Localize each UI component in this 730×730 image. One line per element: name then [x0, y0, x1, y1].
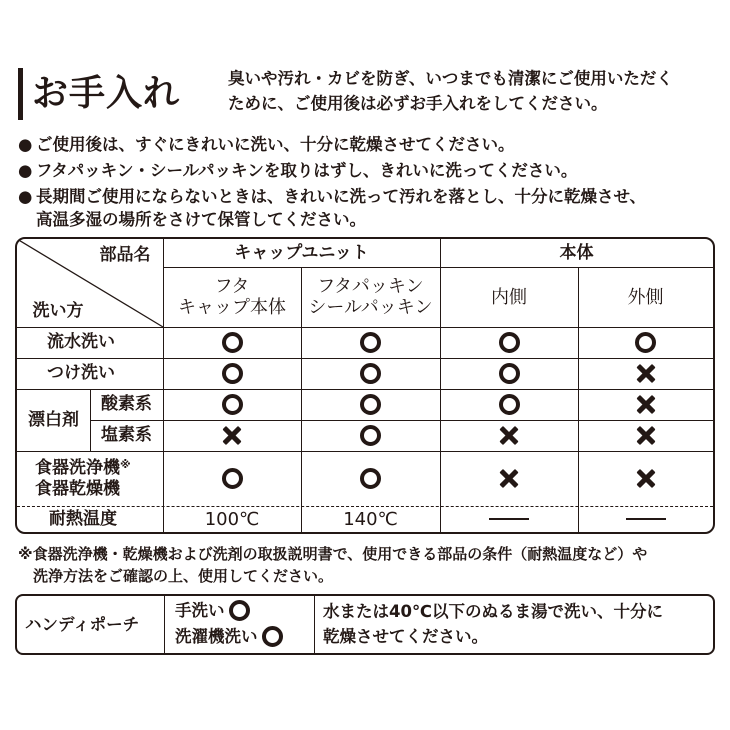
ok-mark-icon: [499, 332, 520, 353]
mark-cell: [301, 327, 440, 358]
footnote-line-2: 洗浄方法をご確認の上、使用してください。: [33, 567, 334, 585]
bullet-item-3: [18, 186, 646, 208]
mark-cell: [578, 420, 713, 451]
corner-method-label: 洗い方: [32, 300, 84, 321]
ok-mark-icon: [499, 363, 520, 384]
row-chlorine-bleach: 塩素系: [101, 425, 152, 445]
mark-cell: [578, 451, 713, 506]
ok-mark-icon: [222, 363, 243, 384]
mark-cell: [163, 420, 301, 451]
col-inside: 内側: [491, 286, 527, 308]
mark-cell: [578, 327, 713, 358]
footnote: [18, 543, 718, 587]
mark-cell: [578, 506, 713, 532]
mark-cell: [578, 358, 713, 389]
ok-mark-icon: [222, 332, 243, 353]
bullet-item-1: [18, 134, 515, 156]
temp-lid: 100℃: [204, 508, 260, 530]
page-title: お手入れ: [32, 73, 181, 114]
bullet-marker: ●: [18, 135, 33, 154]
mark-cell: [440, 506, 578, 532]
col-outside: 外側: [627, 286, 664, 308]
mark-cell: [163, 451, 301, 506]
ok-mark-icon: [222, 394, 243, 415]
row-dishwasher-line-1: [35, 458, 131, 479]
col-packing-line-2: シールパッキン: [308, 297, 433, 318]
temp-packing: 140℃: [343, 508, 398, 530]
care-table: [15, 237, 715, 534]
ng-mark-icon: [499, 469, 519, 489]
row-heat-resistance: 耐熱温度: [49, 508, 117, 529]
pouch-instruction-line-2: 乾燥させてください。: [323, 627, 488, 646]
ok-mark-icon: [499, 394, 520, 415]
mark-cell: [440, 358, 578, 389]
mark-cell: [301, 451, 440, 506]
mark-cell: [440, 420, 578, 451]
mark-cell: [163, 389, 301, 420]
group-body: 本体: [559, 242, 594, 263]
note-mark: ※: [120, 457, 131, 471]
mark-cell: [163, 327, 301, 358]
ng-mark-icon: [636, 364, 656, 384]
col-lid-line-2: キャップ本体: [178, 297, 286, 318]
mark-cell: [440, 451, 578, 506]
row-group-bleach: 漂白剤: [28, 409, 79, 430]
mark-cell: [163, 358, 301, 389]
pouch-instruction: [323, 599, 663, 649]
pouch-label: ハンディポーチ: [25, 615, 140, 634]
ok-mark-icon: [360, 425, 381, 446]
divider: [164, 596, 165, 653]
bullet-text: 長期間ご使用にならないときは、きれいに洗って汚れを落とし、十分に乾燥させ、: [36, 187, 647, 206]
ng-mark-icon: [636, 469, 656, 489]
ok-mark-icon: [360, 394, 381, 415]
mark-cell: [440, 327, 578, 358]
ok-mark-icon: [262, 626, 283, 647]
ng-mark-icon: [222, 426, 242, 446]
dash-mark-icon: [489, 518, 529, 520]
intro-text: [228, 66, 723, 116]
bullet-text: ご使用後は、すぐにきれいに洗い、十分に乾燥させてください。: [36, 135, 515, 154]
ok-mark-icon: [222, 468, 243, 489]
row-soak: つけ洗い: [47, 363, 115, 383]
bullet-marker: ●: [18, 161, 33, 180]
mark-cell: [301, 389, 440, 420]
intro-line-1: 臭いや汚れ・カビを防ぎ、いつまでも清潔にご使用いただく: [228, 69, 673, 88]
pouch-hand-wash: [175, 598, 250, 623]
col-packing-line-1: フタパッキン: [317, 276, 424, 297]
dash-mark-icon: [626, 518, 666, 520]
machine-wash-label: 洗濯機洗い: [175, 627, 258, 646]
col-packing: [301, 267, 440, 327]
row-oxygen-bleach: 酸素系: [101, 394, 152, 414]
ok-mark-icon: [635, 332, 656, 353]
row-dishwasher-line-2: 食器乾燥機: [35, 478, 120, 499]
corner-parts-label: 部品名: [99, 244, 151, 265]
ok-mark-icon: [360, 363, 381, 384]
mark-cell: [301, 358, 440, 389]
row-running-water: 流水洗い: [47, 332, 115, 352]
pouch-table: [15, 594, 715, 655]
ng-mark-icon: [636, 426, 656, 446]
hand-wash-label: 手洗い: [175, 601, 225, 620]
bullet-marker: ●: [18, 187, 33, 206]
row-dishwasher: [17, 451, 163, 506]
bullet-item-3-continued: 高温多湿の場所をさけて保管してください。: [36, 210, 366, 229]
intro-line-2: ために、ご使用後は必ずお手入れをしてください。: [228, 94, 608, 113]
ok-mark-icon: [229, 600, 250, 621]
mark-cell: [301, 420, 440, 451]
divider: [314, 596, 315, 653]
col-lid: [163, 267, 301, 327]
col-lid-line-1: フタ: [214, 276, 250, 297]
mark-cell: [440, 389, 578, 420]
bullet-text: フタパッキン・シールパッキンを取りはずし、きれいに洗ってください。: [36, 161, 578, 180]
group-cap-unit: キャップユニット: [234, 242, 369, 263]
row-dishwasher-label-1: 食器洗浄機: [35, 457, 120, 478]
ng-mark-icon: [636, 395, 656, 415]
mark-cell: [578, 389, 713, 420]
pouch-machine-wash: [175, 624, 283, 649]
ok-mark-icon: [360, 468, 381, 489]
ok-mark-icon: [360, 332, 381, 353]
footnote-line-1: ※食器洗浄機・乾燥機および洗剤の取扱説明書で、使用できる部品の条件（耐熱温度など）や: [18, 545, 648, 563]
bullet-item-2: [18, 160, 577, 182]
ng-mark-icon: [499, 426, 519, 446]
title-bar: [18, 68, 23, 120]
pouch-instruction-line-1: 水または40℃以下のぬるま湯で洗い、十分に: [323, 602, 663, 621]
